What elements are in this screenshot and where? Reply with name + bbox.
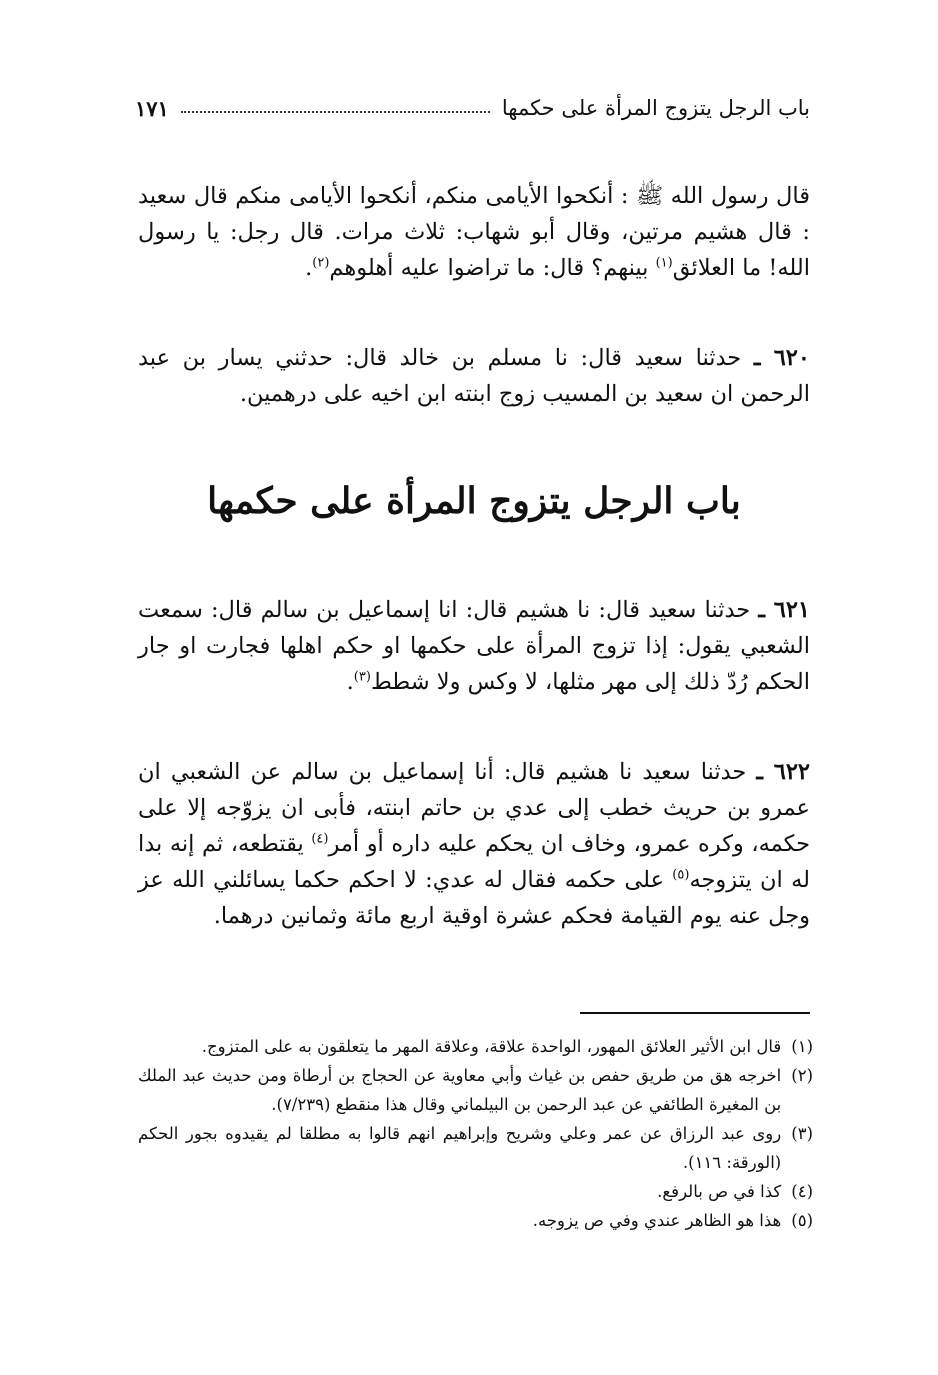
footnote-1 — [138, 1032, 813, 1061]
footnote-ref-1: (١) — [655, 255, 673, 271]
footnote-ref-5: (٥) — [672, 867, 690, 883]
paragraph-hadith-621 — [138, 592, 810, 700]
footnote-text: قال ابن الأثير العلائق المهور، الواحدة علاقة، وعلاقة المهر ما يتعلقون به على المتزوج. — [201, 1037, 782, 1056]
hadith-number: ٦٢٢ ـ — [756, 759, 810, 785]
footnote-text: هذا هو الظاهر عندي وفي ص يزوجه. — [532, 1211, 782, 1230]
paragraph-end: . — [305, 255, 313, 281]
footnote-2 — [138, 1061, 813, 1119]
footnote-text: اخرجه هق من طريق حفص بن غياث وأبي معاوية عن الحجاج بن أرطاة ومن حديث عبد الملك بن المغيرة الطائفي عن عبد الرحمن بن البيلماني وقال هذا منقطع (٧/٢٣٩). — [138, 1066, 782, 1114]
footnote-separator — [580, 1012, 810, 1014]
paragraph-text: حدثنا سعيد نا هشيم قال: أنا إسماعيل بن سالم عن الشعبي ان عمرو بن حريث خطب إلى عدي بن حاتم ابنته، فأبى ان يزوّجه إلا على حكمه، وكره عمرو، وخاف ان يحكم عليه داره أو أمر — [138, 759, 810, 857]
footnote-mark: (٢) — [791, 1066, 813, 1085]
paragraph-text: حدثنا سعيد قال: نا هشيم قال: انا إسماعيل بن سالم قال: سمعت الشعبي يقول: إذا تزوج المرأة على حكمها او حكم اهلها فجارت او جار الحكم رُدّ ذلك إلى مهر مثلها، لا وكس ولا شطط — [138, 597, 810, 695]
paragraph-text-mid: بينهم؟ قال: ما تراضوا عليه أهلوهم — [329, 255, 656, 281]
running-header-title: باب الرجل يتزوج المرأة على حكمها — [501, 96, 810, 120]
dotted-leader — [181, 111, 490, 113]
footnote-3 — [138, 1119, 813, 1177]
footnote-ref-4: (٤) — [311, 831, 329, 847]
footnote-ref-2: (٢) — [312, 255, 330, 271]
paragraph-text-b: يقتطعه، ثم إنه بدا له ان يتزوجه — [138, 831, 810, 893]
paragraph-text: قال رسول الله ﷺ : أنكحوا الأيامى منكم، أنكحوا الأيامى منكم قال سعيد : قال هشيم مرتين، وقال أبو شهاب: ثلاث مرات. قال رجل: يا رسول الله! ما العلائق — [138, 183, 810, 281]
paragraph-text-c: على حكمه فقال له عدي: لا احكم حكما يسائلني الله عز وجل عنه يوم القيامة فحكم عشرة اوقية اربع مائة وثمانين درهما. — [138, 867, 810, 929]
footnote-text: كذا في ص بالرفع. — [657, 1182, 782, 1201]
section-heading: باب الرجل يتزوج المرأة على حكمها — [207, 480, 741, 522]
footnote-ref-3: (٣) — [353, 669, 371, 685]
paragraph-hadith-622 — [138, 754, 810, 934]
paragraph-hadith-620 — [138, 340, 810, 412]
paragraph-hadith-619-continuation — [138, 178, 810, 286]
page-number: ١٧١ — [135, 95, 169, 121]
footnote-text: روى عبد الرزاق عن عمر وعلي وشريح وإبراهيم انهم قالوا به مطلقا لم يقيدوه بجور الحكم (الورقة: ١١٦). — [138, 1124, 782, 1172]
footnotes — [138, 1032, 813, 1235]
paragraph-text: حدثنا سعيد قال: نا مسلم بن خالد قال: حدثني يسار بن عبد الرحمن ان سعيد بن المسيب زوج ابنته ابن اخيه على درهمين. — [138, 345, 810, 407]
hadith-number: ٦٢١ ـ — [758, 597, 810, 623]
paragraph-end: . — [346, 669, 354, 695]
running-header — [135, 90, 810, 126]
hadith-number: ٦٢٠ ـ — [753, 345, 810, 371]
footnote-mark: (٥) — [791, 1211, 813, 1230]
footnote-5 — [138, 1206, 813, 1235]
footnote-mark: (٣) — [791, 1124, 813, 1143]
footnote-mark: (٤) — [791, 1182, 813, 1201]
footnote-mark: (١) — [791, 1037, 813, 1056]
footnote-4 — [138, 1177, 813, 1206]
